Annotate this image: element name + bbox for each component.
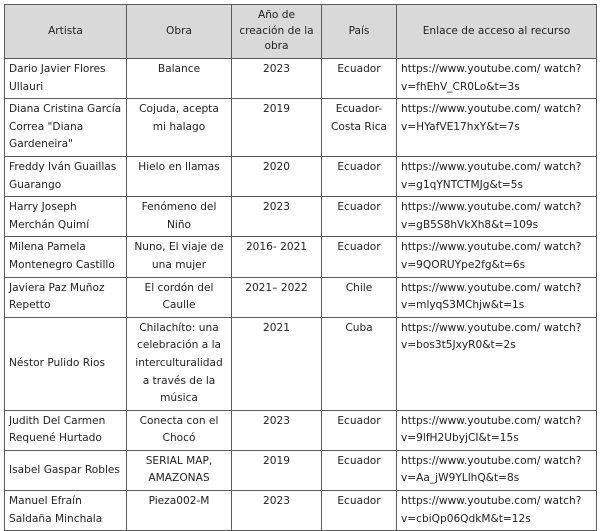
cell-obra: Balance (127, 59, 232, 99)
header-enlace: Enlace de acceso al recurso (397, 5, 597, 59)
table-row (5, 317, 597, 410)
cell-enlace[interactable]: https://www.youtube.com/ watch?v=HYafVE17hxY&t=7s (397, 99, 597, 157)
cell-anio: 2019 (232, 450, 322, 490)
cell-artista: Javiera Paz Muñoz Repetto (5, 277, 127, 317)
header-anio: Año de creación de la obra (232, 5, 322, 59)
cell-anio: 2021– 2022 (232, 277, 322, 317)
cell-artista: Néstor Pulido Rios (5, 317, 127, 410)
cell-obra: Conecta con el Chocó (127, 410, 232, 450)
cell-enlace[interactable]: https://www.youtube.com/ watch?v=g1qYNTCTMJg&t=5s (397, 156, 597, 196)
cell-pais: Cuba (322, 317, 397, 410)
cell-obra: El cordón del Caulle (127, 277, 232, 317)
cell-obra: Cojuda, acepta mi halago (127, 99, 232, 157)
cell-obra: Pieza002-M (127, 491, 232, 531)
artists-table (4, 4, 597, 531)
cell-anio: 2023 (232, 59, 322, 99)
table-row (5, 197, 597, 237)
header-obra: Obra (127, 5, 232, 59)
cell-anio: 2016- 2021 (232, 237, 322, 277)
cell-enlace[interactable]: https://www.youtube.com/ watch?v=gB5S8hVkXh8&t=109s (397, 197, 597, 237)
cell-obra: Chilachíto: una celebración a la interculturalidad a través de la música (127, 317, 232, 410)
table-row (5, 99, 597, 157)
table-row (5, 277, 597, 317)
cell-artista: Judith Del Carmen Requené Hurtado (5, 410, 127, 450)
table-row (5, 237, 597, 277)
header-pais: País (322, 5, 397, 59)
cell-artista: Freddy Iván Guaillas Guarango (5, 156, 127, 196)
cell-anio: 2019 (232, 99, 322, 157)
cell-obra: Nuno, El viaje de una mujer (127, 237, 232, 277)
cell-obra: Hielo en llamas (127, 156, 232, 196)
cell-pais: Chile (322, 277, 397, 317)
cell-enlace[interactable]: https://www.youtube.com/ watch?v=fhEhV_CR0Lo&t=3s (397, 59, 597, 99)
cell-anio: 2020 (232, 156, 322, 196)
cell-pais: Ecuador (322, 237, 397, 277)
cell-pais: Ecuador (322, 156, 397, 196)
cell-anio: 2023 (232, 491, 322, 531)
cell-enlace[interactable]: https://www.youtube.com/ watch?v=9lfH2UbyjCI&t=15s (397, 410, 597, 450)
cell-anio: 2023 (232, 197, 322, 237)
cell-artista: Milena Pamela Montenegro Castillo (5, 237, 127, 277)
cell-artista: Diana Cristina García Correa "Diana Gardeneira" (5, 99, 127, 157)
cell-pais: Ecuador (322, 197, 397, 237)
table-row (5, 450, 597, 490)
cell-anio: 2021 (232, 317, 322, 410)
cell-artista: Manuel Efraín Saldaña Minchala (5, 491, 127, 531)
cell-pais: Ecuador (322, 59, 397, 99)
table-row (5, 156, 597, 196)
cell-enlace[interactable]: https://www.youtube.com/ watch?v=Aa_jW9YLlhQ&t=8s (397, 450, 597, 490)
cell-pais: Ecuador-Costa Rica (322, 99, 397, 157)
cell-artista: Harry Joseph Merchán Quimí (5, 197, 127, 237)
cell-enlace[interactable]: https://www.youtube.com/ watch?v=9QORUYpe2fg&t=6s (397, 237, 597, 277)
cell-pais: Ecuador (322, 450, 397, 490)
header-row (5, 5, 597, 59)
cell-enlace[interactable]: https://www.youtube.com/ watch?v=cbiQp06QdkM&t=12s (397, 491, 597, 531)
cell-artista: Dario Javier Flores Ullauri (5, 59, 127, 99)
table-row (5, 410, 597, 450)
header-artista: Artista (5, 5, 127, 59)
cell-anio: 2023 (232, 410, 322, 450)
cell-enlace[interactable]: https://www.youtube.com/ watch?v=bos3t5JxyR0&t=2s (397, 317, 597, 410)
cell-artista: Isabel Gaspar Robles (5, 450, 127, 490)
cell-obra: SERIAL MAP, AMAZONAS (127, 450, 232, 490)
cell-pais: Ecuador (322, 491, 397, 531)
cell-pais: Ecuador (322, 410, 397, 450)
table-row (5, 491, 597, 531)
cell-enlace[interactable]: https://www.youtube.com/ watch?v=mlyqS3MChjw&t=1s (397, 277, 597, 317)
table-container (4, 4, 597, 531)
cell-obra: Fenómeno del Niño (127, 197, 232, 237)
table-row (5, 59, 597, 99)
